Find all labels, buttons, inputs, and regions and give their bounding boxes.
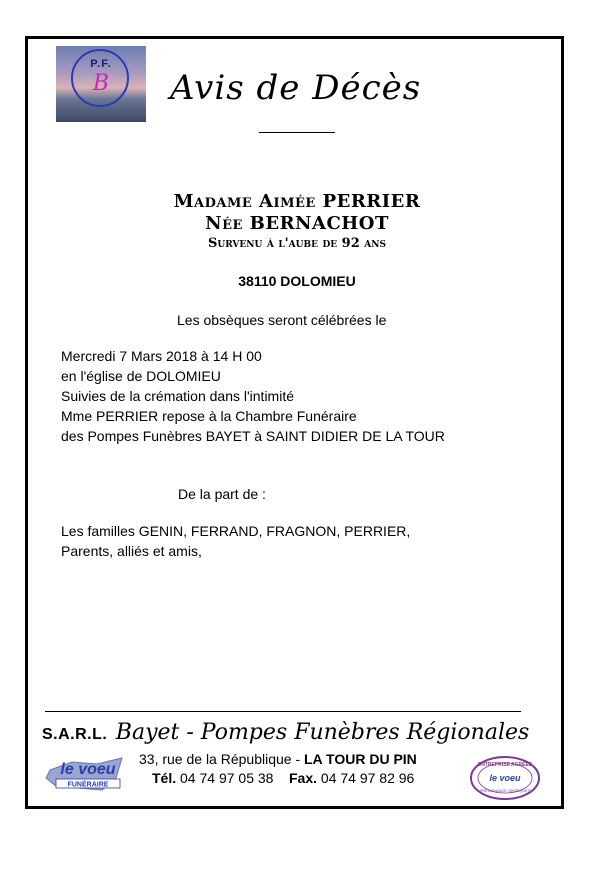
logo-voeu-text: le voeu: [60, 761, 116, 778]
ceremony-line: Mercredi 7 Mars 2018 à 14 H 00: [61, 348, 262, 364]
le-voeu-funeraire-logo: [42, 752, 132, 794]
page-title: Avis de Décès: [170, 68, 422, 108]
entreprise-agreee-logo: [469, 755, 541, 801]
logo-agree-top: ENTREPRISE AGRÉÉE: [477, 762, 533, 768]
address-street: 33, rue de la République -: [139, 751, 304, 767]
maiden-name: Née BERNACHOT: [205, 213, 389, 234]
ceremony-details: [61, 346, 445, 446]
age-line: Survenu à l'aube de 92 ans: [208, 236, 386, 251]
title-divider: [259, 132, 335, 133]
ceremony-intro: Les obsèques seront célébrées le: [177, 312, 387, 328]
ceremony-line: Suivies de la crémation dans l'intimité: [61, 388, 295, 404]
fax-number: 04 74 97 82 96: [320, 770, 415, 786]
tel-number: 04 74 97 05 38: [180, 770, 274, 786]
ceremony-line: des Pompes Funèbres BAYET à SAINT DIDIER DE LA TOUR: [61, 428, 445, 444]
footer-divider: [45, 711, 521, 712]
company-line: [42, 720, 529, 745]
family-line: Les familles GENIN, FERRAND, FRAGNON, PERRIER,: [61, 523, 411, 539]
company-name: Bayet - Pompes Funèbres Régionales: [115, 720, 530, 745]
logo-agree-bottom: PRÉVOYANCE OBSÈQUES: [479, 788, 531, 793]
family-intro: De la part de :: [178, 486, 266, 502]
logo-letter: B: [92, 71, 110, 96]
deceased-name: Madame Aimée PERRIER: [173, 191, 421, 212]
family-line: Parents, alliés et amis,: [61, 543, 202, 559]
address-town: LA TOUR DU PIN: [304, 751, 417, 767]
tel-label: Tél.: [152, 770, 177, 786]
deceased-city: 38110 DOLOMIEU: [238, 273, 356, 289]
family-list: [61, 521, 410, 561]
ceremony-line: en l'église de DOLOMIEU: [61, 368, 221, 384]
logo-agree-mid: le voeu: [489, 773, 521, 783]
company-phones: [152, 770, 414, 786]
ceremony-line: Mme PERRIER repose à la Chambre Funéraire: [61, 408, 357, 424]
pf-logo: [56, 46, 146, 122]
logo-pf-text: P.F.: [90, 58, 112, 70]
company-address: [139, 751, 417, 767]
logo-funeraire-text: FUNÉRAIRE: [67, 781, 109, 789]
company-legal-form: S.A.R.L.: [42, 726, 108, 743]
fax-label: Fax.: [289, 770, 318, 786]
